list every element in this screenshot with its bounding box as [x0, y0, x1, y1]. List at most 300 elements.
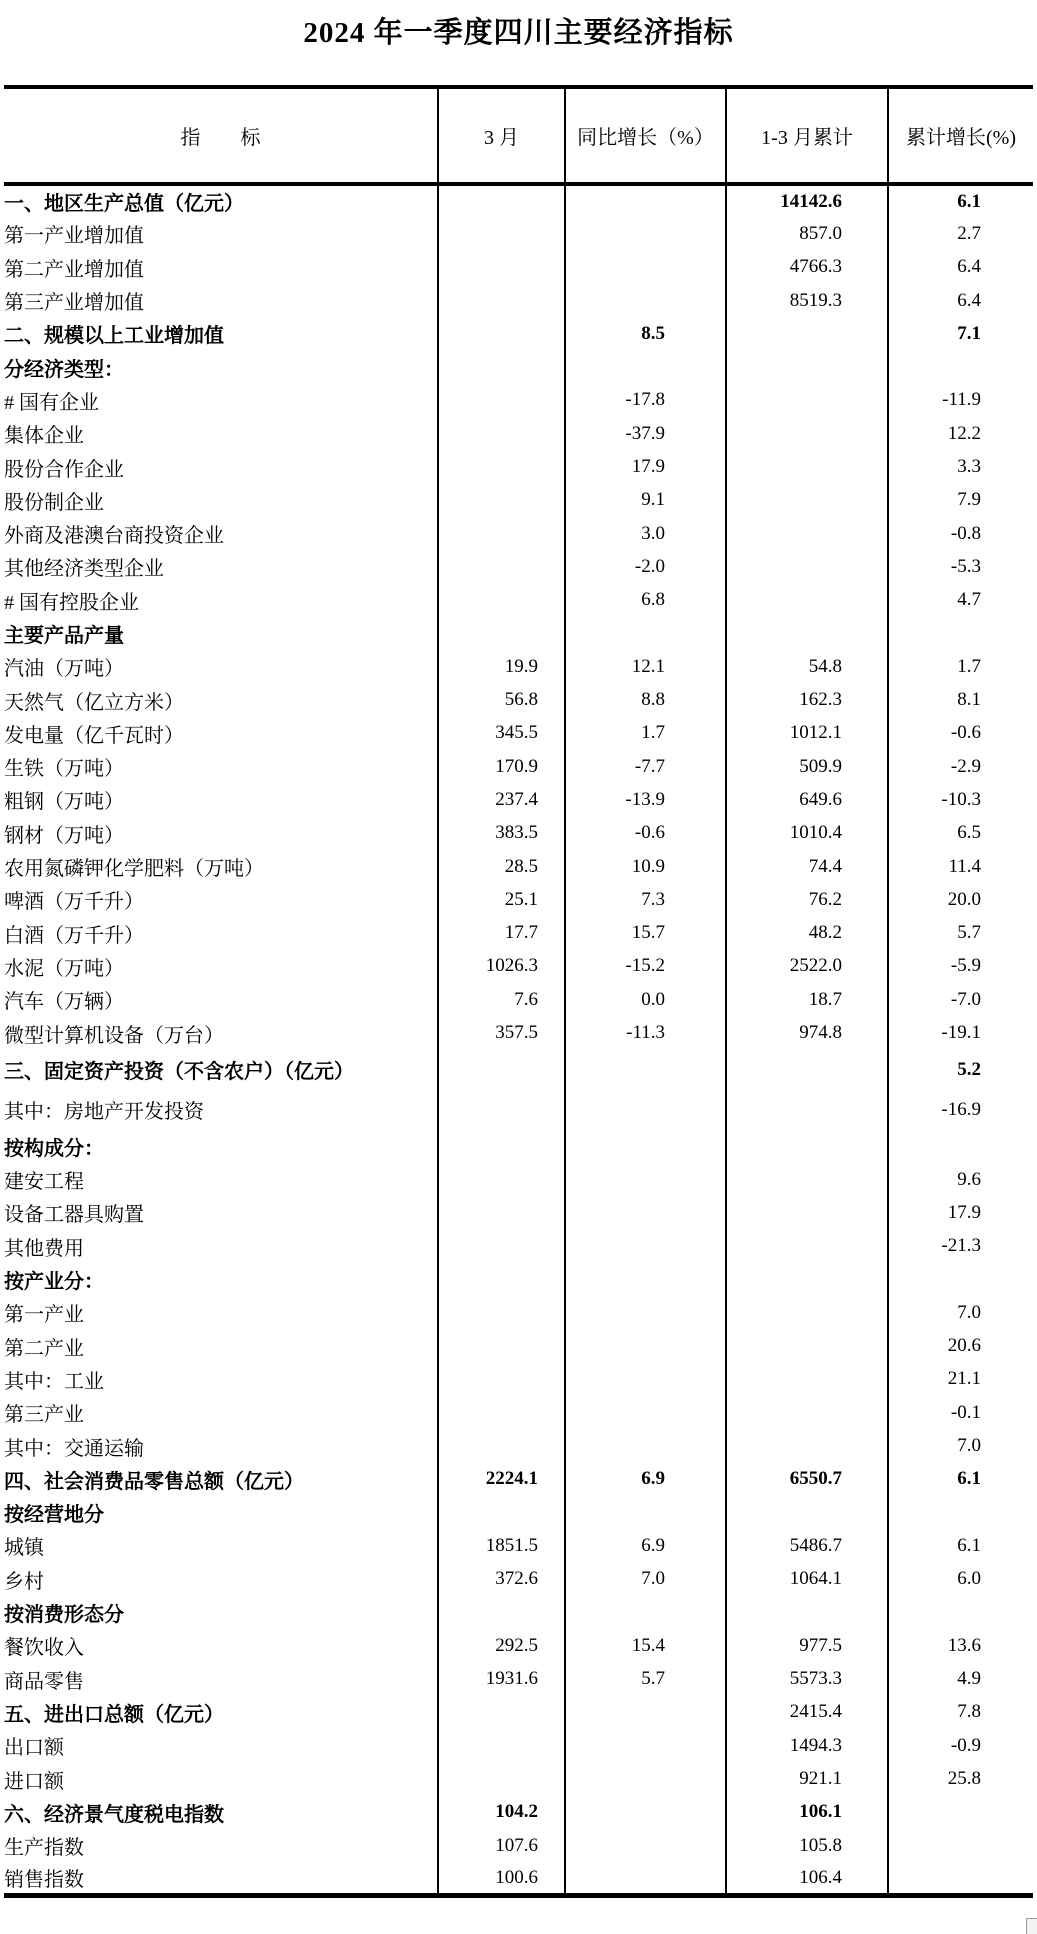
value-cumulative-growth — [888, 1796, 1033, 1829]
value-march — [438, 1050, 565, 1090]
value-cumulative-growth: 5.7 — [957, 922, 981, 944]
indicator-label: 农用氮磷钾化学肥料（万吨） — [4, 850, 438, 883]
value-march — [438, 350, 565, 383]
value-march: 237.4 — [438, 783, 565, 816]
table-row — [4, 550, 1033, 583]
indicator-label: 其他费用 — [4, 1230, 438, 1263]
table-row — [4, 1016, 1033, 1049]
value-cumulative-growth: 7.0 — [957, 1435, 981, 1457]
table-row — [4, 1296, 1033, 1329]
value-yoy-growth — [565, 1050, 726, 1090]
value-cumulative — [726, 617, 888, 650]
value-cumulative-growth: 8.1 — [957, 689, 981, 711]
value-cumulative: 14142.6 — [726, 184, 888, 217]
indicator-label: 主要产品产量 — [4, 617, 438, 650]
value-yoy-growth: -15.2 — [565, 950, 726, 983]
table-row — [4, 1130, 1033, 1163]
indicator-label: 股份制企业 — [4, 484, 438, 517]
column-header-march: 3 月 — [438, 87, 565, 184]
value-march: 56.8 — [438, 683, 565, 716]
value-cumulative-growth: -10.3 — [941, 788, 981, 810]
value-march — [438, 584, 565, 617]
table-body — [4, 184, 1033, 1896]
table-row — [4, 1090, 1033, 1130]
table-row — [4, 1862, 1033, 1895]
value-yoy-growth: 17.9 — [565, 450, 726, 483]
value-cumulative: 48.2 — [726, 917, 888, 950]
value-yoy-growth: 3.0 — [565, 517, 726, 550]
value-yoy-growth: 6.9 — [565, 1463, 726, 1496]
value-cumulative-growth: 9.6 — [957, 1168, 981, 1190]
value-cumulative-growth: -0.8 — [950, 522, 981, 544]
value-march: 1026.3 — [438, 950, 565, 983]
value-cumulative — [726, 1163, 888, 1196]
value-yoy-growth — [565, 617, 726, 650]
table-row — [4, 1429, 1033, 1462]
value-yoy-growth — [565, 1862, 726, 1895]
value-cumulative — [726, 1263, 888, 1296]
table-row — [4, 1829, 1033, 1862]
indicator-label: # 国有企业 — [4, 384, 438, 417]
value-cumulative: 2415.4 — [726, 1696, 888, 1729]
value-cumulative-growth: -0.1 — [950, 1401, 981, 1423]
value-cumulative: 18.7 — [726, 983, 888, 1016]
value-cumulative: 4766.3 — [726, 251, 888, 284]
value-yoy-growth: 10.9 — [565, 850, 726, 883]
value-cumulative: 1494.3 — [726, 1729, 888, 1762]
table-row — [4, 1330, 1033, 1363]
indicator-label: 出口额 — [4, 1729, 438, 1762]
value-cumulative-growth: -21.3 — [941, 1235, 981, 1257]
value-march — [438, 1496, 565, 1529]
table-row — [4, 1463, 1033, 1496]
value-march: 1931.6 — [438, 1662, 565, 1695]
value-cumulative: 1010.4 — [726, 817, 888, 850]
value-yoy-growth: 15.4 — [565, 1629, 726, 1662]
value-march — [438, 1130, 565, 1163]
indicator-label: 建安工程 — [4, 1163, 438, 1196]
value-march: 17.7 — [438, 917, 565, 950]
value-march — [438, 1163, 565, 1196]
indicator-label: 按产业分： — [4, 1263, 438, 1296]
indicator-label: 六、经济景气度税电指数 — [4, 1796, 438, 1829]
column-header-cumulative: 1-3 月累计 — [726, 87, 888, 184]
value-cumulative-growth: 20.6 — [947, 1335, 981, 1357]
value-yoy-growth: 8.5 — [565, 317, 726, 350]
value-cumulative: 76.2 — [726, 883, 888, 916]
value-cumulative — [726, 1363, 888, 1396]
value-cumulative: 857.0 — [726, 217, 888, 250]
value-yoy-growth — [565, 1196, 726, 1229]
table-row — [4, 1529, 1033, 1562]
value-march — [438, 1363, 565, 1396]
value-cumulative-growth: 7.1 — [957, 322, 981, 344]
value-cumulative — [726, 1050, 888, 1090]
value-cumulative: 974.8 — [726, 1016, 888, 1049]
value-cumulative-growth: 12.2 — [947, 422, 981, 444]
indicator-label: 粗钢（万吨） — [4, 783, 438, 816]
value-yoy-growth — [565, 1696, 726, 1729]
table-row — [4, 850, 1033, 883]
value-march — [438, 1596, 565, 1629]
value-march — [438, 450, 565, 483]
indicator-label: 啤酒（万千升） — [4, 883, 438, 916]
value-march — [438, 1696, 565, 1729]
value-cumulative — [726, 1296, 888, 1329]
table-row — [4, 1696, 1033, 1729]
value-march — [438, 1762, 565, 1795]
table-row — [4, 450, 1033, 483]
value-cumulative-growth: 2.7 — [957, 222, 981, 244]
indicator-label: 天然气（亿立方米） — [4, 683, 438, 716]
value-cumulative — [726, 1396, 888, 1429]
value-cumulative — [726, 1596, 888, 1629]
value-cumulative: 509.9 — [726, 750, 888, 783]
value-march — [438, 384, 565, 417]
indicator-label: 第三产业 — [4, 1396, 438, 1429]
indicator-label: 按经营地分 — [4, 1496, 438, 1529]
value-cumulative-growth: -19.1 — [941, 1022, 981, 1044]
value-cumulative-growth: 6.1 — [957, 1468, 981, 1490]
value-march: 383.5 — [438, 817, 565, 850]
indicator-label: 商品零售 — [4, 1662, 438, 1695]
value-march: 357.5 — [438, 1016, 565, 1049]
value-yoy-growth: 6.8 — [565, 584, 726, 617]
scrollbar-corner[interactable] — [1026, 1918, 1037, 1934]
value-cumulative-growth: 3.3 — [957, 456, 981, 478]
table-row — [4, 484, 1033, 517]
table-row — [4, 1729, 1033, 1762]
value-yoy-growth: -17.8 — [565, 384, 726, 417]
value-yoy-growth: -7.7 — [565, 750, 726, 783]
value-march — [438, 184, 565, 217]
value-cumulative-growth: 6.0 — [957, 1568, 981, 1590]
value-cumulative-growth — [888, 1829, 1033, 1862]
value-march — [438, 484, 565, 517]
value-cumulative: 5573.3 — [726, 1662, 888, 1695]
value-yoy-growth — [565, 1330, 726, 1363]
value-cumulative-growth: -11.9 — [942, 389, 981, 411]
indicator-label: 生产指数 — [4, 1829, 438, 1862]
value-cumulative-growth: 6.4 — [957, 289, 981, 311]
value-yoy-growth — [565, 1163, 726, 1196]
value-cumulative-growth: -5.9 — [950, 955, 981, 977]
table-row — [4, 983, 1033, 1016]
value-yoy-growth: -2.0 — [565, 550, 726, 583]
value-cumulative: 105.8 — [726, 1829, 888, 1862]
value-cumulative-growth: 6.1 — [957, 1534, 981, 1556]
table-row — [4, 717, 1033, 750]
value-march — [438, 1429, 565, 1462]
value-cumulative — [726, 517, 888, 550]
value-cumulative-growth — [888, 1263, 1033, 1296]
value-march — [438, 217, 565, 250]
table-row — [4, 1050, 1033, 1090]
indicator-label: 餐饮收入 — [4, 1629, 438, 1662]
value-cumulative-growth: 6.4 — [957, 256, 981, 278]
table-row — [4, 783, 1033, 816]
indicator-label: 其中：工业 — [4, 1363, 438, 1396]
indicators-table — [4, 85, 1033, 1898]
table-header — [4, 87, 1033, 184]
value-cumulative-growth: 25.8 — [947, 1768, 981, 1789]
value-cumulative — [726, 1429, 888, 1462]
value-march — [438, 284, 565, 317]
table-row — [4, 1230, 1033, 1263]
value-yoy-growth — [565, 1762, 726, 1795]
value-march: 107.6 — [438, 1829, 565, 1862]
value-march: 25.1 — [438, 883, 565, 916]
table-row — [4, 1662, 1033, 1695]
indicator-label: 钢材（万吨） — [4, 817, 438, 850]
value-yoy-growth — [565, 350, 726, 383]
indicator-label: 其他经济类型企业 — [4, 550, 438, 583]
indicator-label: 第一产业增加值 — [4, 217, 438, 250]
indicator-label: 五、进出口总额（亿元） — [4, 1696, 438, 1729]
value-cumulative-growth: -7.0 — [950, 988, 981, 1010]
value-cumulative-growth: -0.9 — [950, 1734, 981, 1756]
indicator-label: 微型计算机设备（万台） — [4, 1016, 438, 1049]
value-cumulative-growth: 6.1 — [957, 190, 981, 212]
column-header-indicator: 指 标 — [4, 87, 438, 184]
indicator-label: 分经济类型： — [4, 350, 438, 383]
value-cumulative — [726, 350, 888, 383]
value-cumulative: 54.8 — [726, 650, 888, 683]
value-cumulative: 649.6 — [726, 783, 888, 816]
indicator-label: 发电量（亿千瓦时） — [4, 717, 438, 750]
value-march: 2224.1 — [438, 1463, 565, 1496]
value-march — [438, 550, 565, 583]
table-row — [4, 1762, 1033, 1795]
value-march — [438, 417, 565, 450]
value-cumulative-growth: 17.9 — [947, 1201, 981, 1223]
table-row — [4, 1563, 1033, 1596]
value-march: 292.5 — [438, 1629, 565, 1662]
indicator-label: 集体企业 — [4, 417, 438, 450]
value-cumulative-growth: -2.9 — [950, 755, 981, 777]
value-march — [438, 1330, 565, 1363]
indicator-label: 四、社会消费品零售总额（亿元） — [4, 1463, 438, 1496]
indicator-label: 第三产业增加值 — [4, 284, 438, 317]
table-row — [4, 883, 1033, 916]
value-yoy-growth: -11.3 — [565, 1016, 726, 1049]
indicator-label: 二、规模以上工业增加值 — [4, 317, 438, 350]
value-cumulative: 6550.7 — [726, 1463, 888, 1496]
value-cumulative-growth — [888, 1130, 1033, 1163]
value-march — [438, 317, 565, 350]
table-row — [4, 950, 1033, 983]
table-row — [4, 1796, 1033, 1829]
indicator-label: # 国有控股企业 — [4, 584, 438, 617]
value-march — [438, 517, 565, 550]
table-row — [4, 517, 1033, 550]
value-march: 170.9 — [438, 750, 565, 783]
value-march — [438, 1396, 565, 1429]
value-march: 104.2 — [438, 1796, 565, 1829]
value-yoy-growth — [565, 284, 726, 317]
value-yoy-growth: 8.8 — [565, 683, 726, 716]
table-row — [4, 417, 1033, 450]
indicator-label: 一、地区生产总值（亿元） — [4, 184, 438, 217]
value-yoy-growth — [565, 1263, 726, 1296]
header-row — [4, 87, 1033, 184]
table-row — [4, 584, 1033, 617]
value-yoy-growth — [565, 1130, 726, 1163]
table-row — [4, 1263, 1033, 1296]
value-cumulative-growth: 1.7 — [957, 655, 981, 677]
table-row — [4, 650, 1033, 683]
table-row — [4, 1163, 1033, 1196]
value-yoy-growth — [565, 1363, 726, 1396]
value-march: 7.6 — [438, 983, 565, 1016]
table-row — [4, 1363, 1033, 1396]
value-yoy-growth — [565, 217, 726, 250]
value-yoy-growth — [565, 1596, 726, 1629]
value-march — [438, 1296, 565, 1329]
value-cumulative-growth — [888, 1862, 1033, 1895]
value-cumulative-growth — [888, 350, 1033, 383]
indicator-label: 其中：房地产开发投资 — [4, 1090, 438, 1130]
value-cumulative: 1064.1 — [726, 1563, 888, 1596]
value-yoy-growth — [565, 1829, 726, 1862]
value-cumulative: 2522.0 — [726, 950, 888, 983]
value-cumulative-growth: 4.7 — [957, 589, 981, 611]
table-row — [4, 350, 1033, 383]
value-cumulative-growth: 21.1 — [947, 1368, 981, 1390]
value-yoy-growth: 1.7 — [565, 717, 726, 750]
value-cumulative-growth: -0.6 — [950, 722, 981, 744]
value-cumulative: 5486.7 — [726, 1529, 888, 1562]
table-row — [4, 683, 1033, 716]
indicator-label: 白酒（万千升） — [4, 917, 438, 950]
indicator-label: 第一产业 — [4, 1296, 438, 1329]
value-cumulative-growth — [888, 1596, 1033, 1629]
value-cumulative-growth — [888, 1496, 1033, 1529]
table-row — [4, 1196, 1033, 1229]
value-yoy-growth: 6.9 — [565, 1529, 726, 1562]
value-march: 345.5 — [438, 717, 565, 750]
value-cumulative-growth: -5.3 — [950, 555, 981, 577]
value-cumulative — [726, 1496, 888, 1529]
value-yoy-growth: 12.1 — [565, 650, 726, 683]
table-row — [4, 317, 1033, 350]
value-cumulative-growth: 20.0 — [947, 888, 981, 910]
indicator-label: 设备工器具购置 — [4, 1196, 438, 1229]
indicator-label: 城镇 — [4, 1529, 438, 1562]
value-cumulative-growth — [888, 617, 1033, 650]
value-yoy-growth — [565, 1296, 726, 1329]
value-cumulative — [726, 450, 888, 483]
table-row — [4, 384, 1033, 417]
value-yoy-growth: 15.7 — [565, 917, 726, 950]
value-yoy-growth — [565, 1090, 726, 1130]
value-cumulative — [726, 317, 888, 350]
value-march — [438, 1196, 565, 1229]
indicator-label: 汽车（万辆） — [4, 983, 438, 1016]
value-yoy-growth — [565, 251, 726, 284]
value-cumulative: 921.1 — [726, 1762, 888, 1795]
value-cumulative-growth: 7.0 — [957, 1301, 981, 1323]
value-yoy-growth — [565, 1496, 726, 1529]
value-march: 372.6 — [438, 1563, 565, 1596]
value-yoy-growth: 9.1 — [565, 484, 726, 517]
value-cumulative: 106.4 — [726, 1862, 888, 1895]
value-yoy-growth — [565, 1429, 726, 1462]
value-cumulative — [726, 1130, 888, 1163]
indicator-label: 进口额 — [4, 1762, 438, 1795]
value-cumulative: 162.3 — [726, 683, 888, 716]
value-march: 100.6 — [438, 1862, 565, 1895]
value-march — [438, 251, 565, 284]
indicator-label: 三、固定资产投资（不含农户）（亿元） — [4, 1050, 438, 1090]
table-row — [4, 617, 1033, 650]
value-cumulative — [726, 417, 888, 450]
value-cumulative-growth: -16.9 — [941, 1098, 981, 1120]
value-yoy-growth — [565, 1729, 726, 1762]
value-yoy-growth — [565, 1796, 726, 1829]
table-row — [4, 1496, 1033, 1529]
value-yoy-growth: 7.3 — [565, 883, 726, 916]
table-row — [4, 917, 1033, 950]
value-cumulative — [726, 550, 888, 583]
table-row — [4, 184, 1033, 217]
value-cumulative: 106.1 — [726, 1796, 888, 1829]
value-march — [438, 1090, 565, 1130]
value-yoy-growth: -37.9 — [565, 417, 726, 450]
indicator-label: 销售指数 — [4, 1862, 438, 1895]
value-march — [438, 1263, 565, 1296]
value-march — [438, 617, 565, 650]
indicator-label: 外商及港澳台商投资企业 — [4, 517, 438, 550]
table-row — [4, 284, 1033, 317]
value-yoy-growth: 0.0 — [565, 983, 726, 1016]
value-yoy-growth: 5.7 — [565, 1662, 726, 1695]
value-march: 1851.5 — [438, 1529, 565, 1562]
column-header-cumulative-growth: 累计增长(%) — [906, 127, 1016, 149]
table-row — [4, 817, 1033, 850]
table-row — [4, 217, 1033, 250]
value-yoy-growth: -13.9 — [565, 783, 726, 816]
value-cumulative-growth: 6.5 — [957, 822, 981, 844]
value-yoy-growth — [565, 1396, 726, 1429]
value-cumulative-growth: 7.9 — [957, 489, 981, 511]
value-cumulative — [726, 1330, 888, 1363]
indicator-label: 水泥（万吨） — [4, 950, 438, 983]
value-cumulative: 977.5 — [726, 1629, 888, 1662]
value-yoy-growth: 7.0 — [565, 1563, 726, 1596]
value-cumulative — [726, 1196, 888, 1229]
table-row — [4, 1396, 1033, 1429]
indicator-label: 按构成分： — [4, 1130, 438, 1163]
table-row — [4, 750, 1033, 783]
value-cumulative — [726, 1230, 888, 1263]
indicator-label: 汽油（万吨） — [4, 650, 438, 683]
value-cumulative-growth: 5.2 — [957, 1058, 981, 1080]
table-row — [4, 251, 1033, 284]
value-march: 19.9 — [438, 650, 565, 683]
indicator-label: 按消费形态分 — [4, 1596, 438, 1629]
column-header-yoy-growth: 同比增长（%） — [565, 87, 726, 184]
value-cumulative — [726, 584, 888, 617]
value-cumulative-growth: 7.8 — [957, 1701, 981, 1723]
value-cumulative: 8519.3 — [726, 284, 888, 317]
value-cumulative — [726, 484, 888, 517]
table-row — [4, 1629, 1033, 1662]
table-row — [4, 1596, 1033, 1629]
value-yoy-growth — [565, 1230, 726, 1263]
page-title: 2024 年一季度四川主要经济指标 — [303, 17, 734, 49]
value-cumulative-growth: 11.4 — [948, 855, 981, 877]
